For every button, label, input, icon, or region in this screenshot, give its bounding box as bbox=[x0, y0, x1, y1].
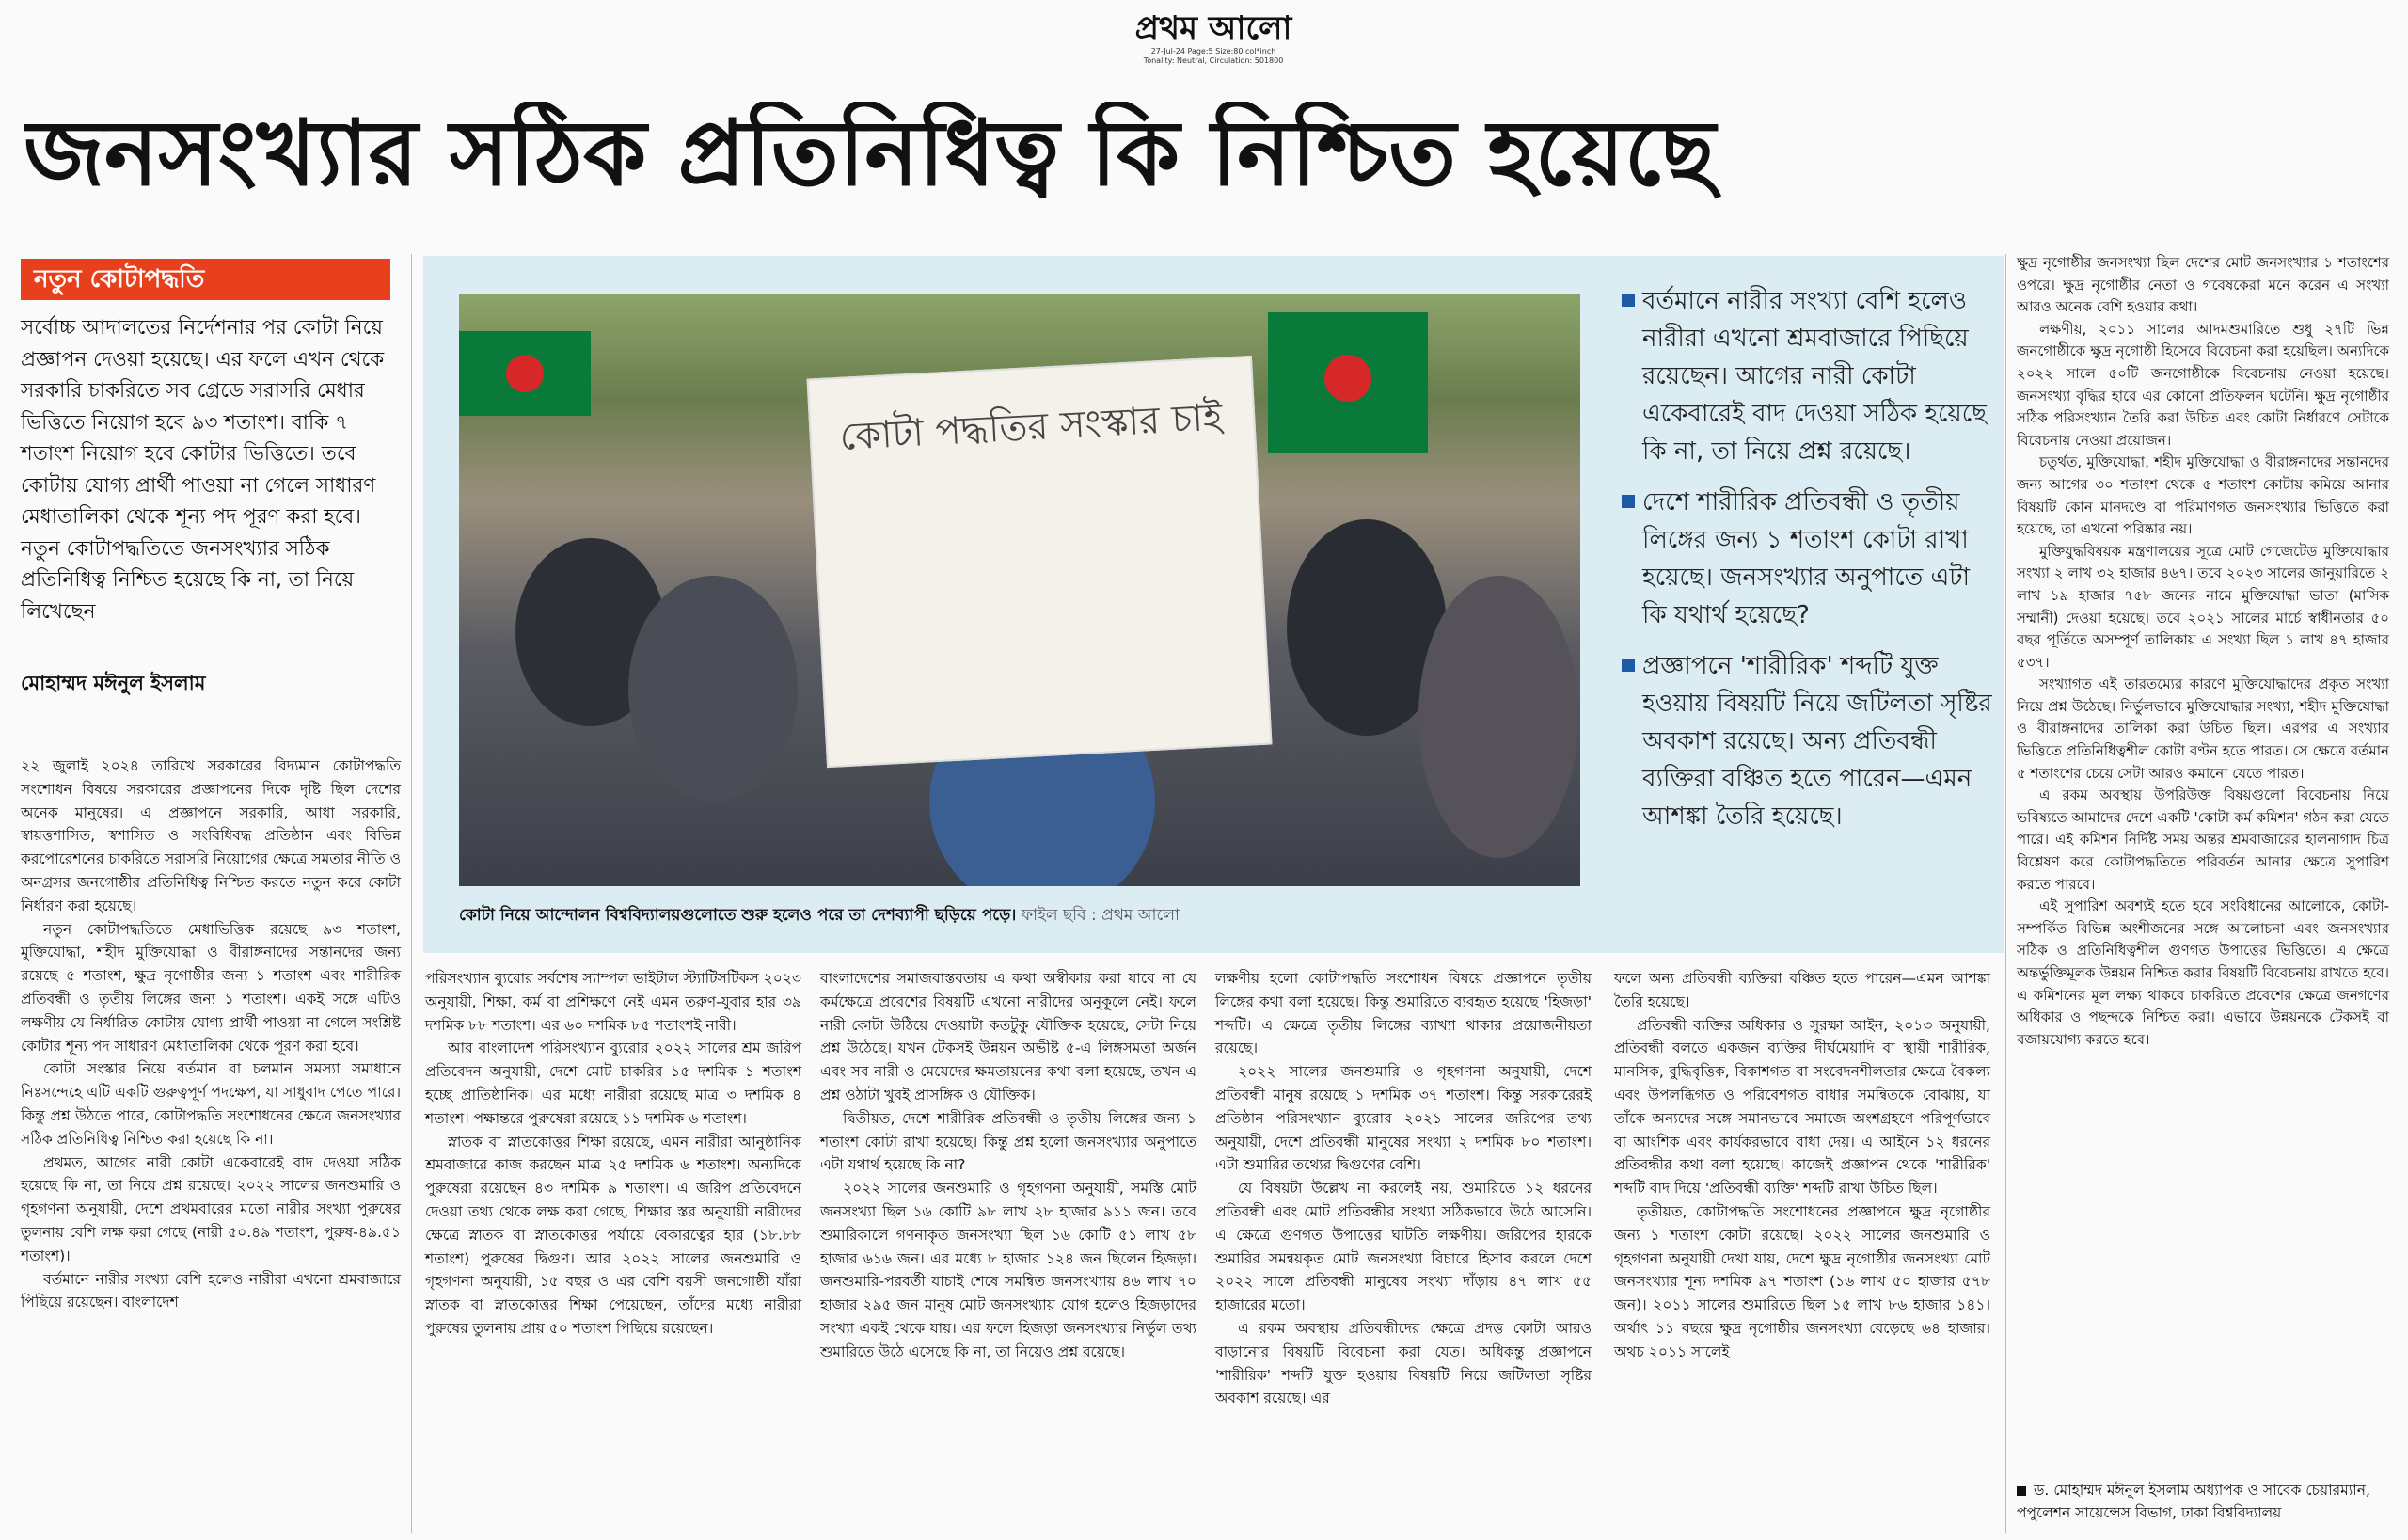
paragraph: যে বিষয়টা উল্লেখ না করলেই নয়, শুমারিতে ১২ ধরনের প্রতিবন্ধী এবং মোট প্রতিবন্ধীর সংখ্যা সঠিকভাবে উঠে আসেনি। এ ক্ষেত্রে গুণগত উপাত্তের ঘাটতি লক্ষণীয়। জরিপের হারকে শুমারির সমন্বয়কৃত মোট জনসংখ্যা বিচারে হিসাব করলে দেশে ২০২২ সালে প্রতিবন্ধী মানুষের সংখ্যা দাঁড়ায় ৪৭ লাখ ৫৫ হাজারের মতো। bbox=[1215, 1180, 1592, 1314]
paragraph: বর্তমানে নারীর সংখ্যা বেশি হলেও নারীরা এখনো শ্রমবাজারে পিছিয়ে রয়েছেন। বাংলাদেশ bbox=[21, 1270, 401, 1311]
square-bullet-icon bbox=[1622, 659, 1635, 672]
column-divider bbox=[2005, 254, 2006, 1533]
paragraph: বাংলাদেশের সমাজবাস্তবতায় এ কথা অস্বীকার করা যাবে না যে কর্মক্ষেত্রে প্রবেশের বিষয়টি এখনো নারীদের অনুকূলে নেই। ফলে নারী কোটা উঠিয়ে দেওয়াটা কতটুকু যৌক্তিক হয়েছে, সেটা নিয়ে প্রশ্ন উঠেছে। যখন টেকসই উন্নয়ন অভীষ্ট ৫-এ লিঙ্গসমতা অর্জন এবং সব নারী ও মেয়েদের ক্ষমতায়নের কথা বলা হয়েছে, তখন এ প্রশ্ন ওঠাটা খুবই প্রাসঙ্গিক ও যৌক্তিক। bbox=[820, 970, 1196, 1103]
body-column-2 bbox=[425, 967, 801, 1341]
column-divider bbox=[411, 254, 412, 1533]
paragraph: স্নাতক বা স্নাতকোত্তর শিক্ষা রয়েছে, এমন নারীরা আনুষ্ঠানিক শ্রমবাজারে কাজ করছেন মাত্র ২৫ দশমিক ৬ শতাংশ। অন্যদিকে পুরুষেরা রয়েছেন ৪৩ দশমিক ৯ শতাংশ। এ জরিপ প্রতিবেদনে দেওয়া তথ্য থেকে লক্ষ করা গেছে, শিক্ষার স্তর অনুযায়ী নারীদের ক্ষেত্রে স্নাতক বা স্নাতকোত্তর পর্যায়ে বেকারত্বের হার (১৮.৮৮ শতাংশ) পুরুষের দ্বিগুণ। আর ২০২২ সালের জনশুমারি ও গৃহগণনা অনুযায়ী, ১৫ বছর ও এর বেশি বয়সী জনগোষ্ঠী যাঁরা স্নাতক বা স্নাতকোত্তর শিক্ষা পেয়েছেন, তাঁদের মধ্যে নারীরা পুরুষের তুলনায় প্রায় ৫০ শতাংশ পিছিয়ে রয়েছেন। bbox=[425, 1133, 801, 1337]
paragraph: এ রকম অবস্থায় প্রতিবন্ধীদের ক্ষেত্রে প্রদত্ত কোটা আরও বাড়ানোর বিষয়টি বিবেচনা করা যেত। অধিকন্তু প্রজ্ঞাপনে 'শারীরিক' শব্দটি যুক্ত হওয়ায় বিষয়টি নিয়ে জটিলতা সৃষ্টির অবকাশ রয়েছে। এর bbox=[1215, 1319, 1592, 1407]
caption-text: কোটা নিয়ে আন্দোলন বিশ্ববিদ্যালয়গুলোতে শুরু হলেও পরে তা দেশব্যাপী ছড়িয়ে পড়ে। bbox=[459, 906, 1017, 925]
body-column-1 bbox=[21, 754, 401, 1314]
paragraph: পরিসংখ্যান ব্যুরোর সর্বশেষ স্যাম্পল ভাইটাল স্ট্যাটিসটিকস ২০২৩ অনুযায়ী, শিক্ষা, কর্ম বা প্রশিক্ষণে নেই এমন তরুণ-যুবার হার ৩৯ দশমিক ৮৮ শতাংশ। এর ৬০ দশমিক ৮৫ শতাংশই নারী। bbox=[425, 970, 801, 1034]
paragraph: প্রথমত, আগের নারী কোটা একেবারেই বাদ দেওয়া সঠিক হয়েছে কি না, তা নিয়ে প্রশ্ন রয়েছে। ২০২২ সালের জনশুমারি ও গৃহগণনা অনুযায়ী, দেশে প্রথমবারের মতো নারীর সংখ্যা পুরুষের তুলনায় বেশি লক্ষ করা গেছে (নারী ৫০.৪৯ শতাংশ, পুরুষ-৪৯.৫১ শতাংশ)। bbox=[21, 1153, 401, 1264]
paragraph: ফলে অন্য প্রতিবন্ধী ব্যক্তিরা বঞ্চিত হতে পারেন—এমন আশঙ্কা তৈরি হয়েছে। bbox=[1614, 970, 1990, 1010]
author-note: ড. মোহাম্মদ মঈনুল ইসলাম অধ্যাপক ও সাবেক চেয়ারম্যান, পপুলেশন সায়েন্সেস বিভাগ, ঢাকা বিশ্ববিদ্যালয় bbox=[2017, 1482, 2370, 1521]
square-bullet-icon bbox=[2017, 1486, 2026, 1496]
pull-quotes bbox=[1622, 282, 1994, 849]
square-bullet-icon bbox=[1622, 294, 1635, 307]
paragraph: এই সুপারিশ অবশ্যই হতে হবে সংবিধানের আলোকে, কোটা-সম্পর্কিত বিভিন্ন অংশীজনের সঙ্গে আলোচনা এবং জনসংখ্যার সঠিক ও প্রতিনিধিত্বশীল গুণগত উপাত্তের ভিত্তিতে। এ ক্ষেত্রে অন্তর্ভুক্তিমূলক উন্নয়ন নিশ্চিত করার বিষয়টি বিবেচনায় রাখতে হবে। এ কমিশনের মূল লক্ষ্য থাকবে চাকরিতে প্রবেশের ক্ষেত্রে জনগণের অধিকার ও পছন্দকে নিশ্চিত করা। এভাবে উন্নয়নকে টেকসই বা বজায়যোগ্য করতে হবে। bbox=[2017, 897, 2389, 1048]
square-bullet-icon bbox=[1622, 495, 1635, 508]
protest-photo bbox=[459, 294, 1580, 886]
flag-right bbox=[1268, 312, 1428, 453]
paragraph: লক্ষণীয়, ২০১১ সালের আদমশুমারিতে শুধু ২৭টি ভিন্ন জনগোষ্ঠীকে ক্ষুদ্র নৃগোষ্ঠী হিসেবে বিবেচনা করা হয়েছিল। অন্যদিকে ২০২২ সালে ৫০টি জনগোষ্ঠীকে বিবেচনায় নেওয়া হয়েছে। জনসংখ্যা বৃদ্ধির হারে এর কোনো প্রতিফলন ঘটেনি। ক্ষুদ্র নৃগোষ্ঠীর সঠিক পরিসংখ্যান তৈরি করা উচিত এবং কোটা নির্ধারণে সেটাকে বিবেচনায় নেওয়া প্রয়োজন। bbox=[2017, 320, 2389, 449]
paragraph: সংখ্যাগত এই তারতম্যের কারণে মুক্তিযোদ্ধাদের প্রকৃত সংখ্যা নিয়ে প্রশ্ন উঠেছে। নির্ভুলভাবে মুক্তিযোদ্ধার সংখ্যা, শহীদ মুক্তিযোদ্ধা ও বীরাঙ্গনাদের তালিকা করা উচিত ছিল। এরপর এ সংখ্যার ভিত্তিতে প্রতিনিধিত্বশীল কোটা বণ্টন হতে পারত। সে ক্ষেত্রে বর্তমান ৫ শতাংশের চেয়ে সেটা আরও কমানো যেতে পারত। bbox=[2017, 675, 2389, 782]
photo-credit: ফাইল ছবি : প্রথম আলো bbox=[1021, 906, 1180, 925]
photo-caption bbox=[459, 903, 1580, 928]
section-kicker: নতুন কোটাপদ্ধতি bbox=[21, 259, 390, 300]
paragraph: মুক্তিযুদ্ধবিষয়ক মন্ত্রণালয়ের সূত্রে মোট গেজেটেড মুক্তিযোদ্ধার সংখ্যা ২ লাখ ৩২ হাজার ৪৬৭। তবে ২০২৩ সালের জানুয়ারিতে ২ লাখ ১৯ হাজার ৭৫৮ জনের নামে মুক্তিযোদ্ধা ভাতা (মাসিক সম্মানী) দেওয়া হয়েছে। তবে ২০২১ সালের মার্চে স্বাধীনতার ৫০ বছর পূর্তিতে অসম্পূর্ণ তালিকায় এ সংখ্যা ছিল ১ লাখ ৪৭ হাজার ৫৩৭। bbox=[2017, 542, 2389, 671]
paragraph: ২২ জুলাই ২০২৪ তারিখে সরকারের বিদ্যমান কোটাপদ্ধতি সংশোধন বিষয়ে সরকারের প্রজ্ঞাপনের দিকে দৃষ্টি ছিল দেশের অনেক মানুষের। এ প্রজ্ঞাপনে সরকারি, আধা সরকারি, স্বায়ত্তশাসিত, স্বশাসিত ও সংবিধিবদ্ধ প্রতিষ্ঠান এবং বিভিন্ন করপোরেশনের চাকরিতে সরাসরি নিয়োগের ক্ষেত্রে সমতার নীতি ও অনগ্রসর জনগোষ্ঠীর প্রতিনিধিত্ব নিশ্চিত করতে নতুন করে কোটা নির্ধারণ করা হয়েছে। bbox=[21, 757, 401, 914]
pull-quote: প্রজ্ঞাপনে 'শারীরিক' শব্দটি যুক্ত হওয়ায় বিষয়টি নিয়ে জটিলতা সৃষ্টির অবকাশ রয়েছে। অন্য প্রতিবন্ধী ব্যক্তিরা বঞ্চিত হতে পারেন—এমন আশঙ্কা তৈরি হয়েছে। bbox=[1622, 647, 1994, 835]
paragraph: এ রকম অবস্থায় উপরিউক্ত বিষয়গুলো বিবেচনায় নিয়ে ভবিষ্যতে আমাদের দেশে একটি 'কোটা কর্ম কমিশন' গঠন করা যেতে পারে। এই কমিশন নির্দিষ্ট সময় অন্তর শ্রমবাজারের হালনাগাদ চিত্র বিশ্লেষণ করে কোটাপদ্ধতিতে পরিবর্তন আনার ক্ষেত্রে সুপারিশ করতে পারবে। bbox=[2017, 786, 2389, 893]
placard-text: কোটা পদ্ধতির সংস্কার চাই bbox=[838, 395, 1224, 459]
newspaper-logo: প্রথম আলো bbox=[1134, 9, 1292, 47]
paragraph: ক্ষুদ্র নৃগোষ্ঠীর জনসংখ্যা ছিল দেশের মোট জনসংখ্যার ১ শতাংশের ওপরে। ক্ষুদ্র নৃগোষ্ঠীর নেতা ও গবেষকেরা মনে করেন এ সংখ্যা আরও অনেক বেশি হওয়ার কথা। bbox=[2017, 254, 2389, 316]
paragraph: তৃতীয়ত, কোটাপদ্ধতি সংশোধনের প্রজ্ঞাপনে ক্ষুদ্র নৃগোষ্ঠীর জন্য ১ শতাংশ কোটা রয়েছে। ২০২২ সালের জনশুমারি ও গৃহগণনা অনুযায়ী দেখা যায়, দেশে ক্ষুদ্র নৃগোষ্ঠীর জনসংখ্যা মোট জনসংখ্যার শূন্য দশমিক ৯৭ শতাংশ (১৬ লাখ ৫০ হাজার ৫৭৮ জন)। ২০১১ সালের শুমারিতে ছিল ১৫ লাখ ৮৬ হাজার ১৪১। অর্থাৎ ১১ বছরে ক্ষুদ্র নৃগোষ্ঠীর জনসংখ্যা বেড়েছে ৬৪ হাজার। অথচ ২০১১ সালেই bbox=[1614, 1202, 1990, 1360]
body-column-4 bbox=[1215, 967, 1592, 1410]
paragraph: কোটা সংস্কার নিয়ে বর্তমান বা চলমান সমস্যা সমাধানে নিঃসন্দেহে এটি একটি গুরুত্বপূর্ণ পদক্ষেপ, যা সাধুবাদ পেতে পারে। কিন্তু প্রশ্ন উঠতে পারে, কোটাপদ্ধতি সংশোধনের ক্ষেত্রে জনসংখ্যার সঠিক প্রতিনিধিত্ব নিশ্চিত করা হয়েছে কি না। bbox=[21, 1060, 401, 1148]
masthead bbox=[1119, 9, 1307, 66]
body-column-5 bbox=[1614, 967, 1990, 1364]
paragraph: ২০২২ সালের জনশুমারি ও গৃহগণনা অনুযায়ী, দেশে প্রতিবন্ধী মানুষ রয়েছে ১ দশমিক ৩৭ শতাংশ। কিন্তু সরকারেরই প্রতিষ্ঠান পরিসংখ্যান ব্যুরোর ২০২১ সালের জরিপের তথ্য অনুযায়ী, দেশে প্রতিবন্ধী মানুষের সংখ্যা ২ দশমিক ৮০ শতাংশ। এটা শুমারির তথ্যের দ্বিগুণের বেশি। bbox=[1215, 1063, 1592, 1174]
article-intro: সর্বোচ্চ আদালতের নির্দেশনার পর কোটা নিয়ে প্রজ্ঞাপন দেওয়া হয়েছে। এর ফলে এখন থেকে সরকারি চাকরিতে সব গ্রেডে সরাসরি মেধার ভিত্তিতে নিয়োগ হবে ৯৩ শতাংশ। বাকি ৭ শতাংশ নিয়োগ হবে কোটার ভিত্তিতে। তবে কোটায় যোগ্য প্রার্থী পাওয়া না গেলে সাধারণ মেধাতালিকা থেকে শূন্য পদ পূরণ করা হবে। নতুন কোটাপদ্ধতিতে জনসংখ্যার সঠিক প্রতিনিধিত্ব নিশ্চিত হয়েছে কি না, তা নিয়ে লিখেছেন bbox=[21, 316, 385, 624]
paragraph: আর বাংলাদেশ পরিসংখ্যান ব্যুরোর ২০২২ সালের শ্রম জরিপ প্রতিবেদন অনুযায়ী, দেশে মোট চাকরির ১৫ দশমিক ১ শতাংশ হচ্ছে প্রাতিষ্ঠানিক। এর মধ্যে নারীরা রয়েছে মাত্র ৩ দশমিক ৪ শতাংশ। পক্ষান্তরে পুরুষেরা রয়েছে ১১ দশমিক ৬ শতাংশ। bbox=[425, 1040, 801, 1127]
body-column-3 bbox=[820, 967, 1196, 1364]
flag-left bbox=[459, 331, 591, 416]
body-column-6 bbox=[2017, 252, 2389, 1051]
protest-placard bbox=[806, 356, 1272, 768]
paragraph: দ্বিতীয়ত, দেশে শারীরিক প্রতিবন্ধী ও তৃতীয় লিঙ্গের জন্য ১ শতাংশ কোটা রাখা হয়েছে। কিন্তু প্রশ্ন হলো জনসংখ্যার অনুপাতে এটা যথার্থ হয়েছে কি না? bbox=[820, 1109, 1196, 1174]
article-headline: জনসংখ্যার সঠিক প্রতিনিধিত্ব কি নিশ্চিত হয়েছে bbox=[24, 102, 1716, 205]
paragraph: লক্ষণীয় হলো কোটাপদ্ধতি সংশোধন বিষয়ে প্রজ্ঞাপনে তৃতীয় লিঙ্গের কথা বলা হয়েছে। কিন্তু শুমারিতে ব্যবহৃত হয়েছে 'হিজড়া' শব্দটি। এ ক্ষেত্রে তৃতীয় লিঙ্গের ব্যাখ্যা থাকার প্রয়োজনীয়তা রয়েছে। bbox=[1215, 970, 1592, 1057]
clip-meta-line2: Tonality: Neutral, Circulation: 501800 bbox=[1143, 56, 1284, 65]
paragraph: চতুর্থত, মুক্তিযোদ্ধা, শহীদ মুক্তিযোদ্ধা ও বীরাঙ্গনাদের সন্তানদের জন্য আগের ৩০ শতাংশ থেকে ৫ শতাংশ কোটায় কমিয়ে আনার বিষয়টি কোন মানদণ্ডে বা পরিমাণগত জনসংখ্যার ভিত্তিতে করা হয়েছে, তা এখনো পরিষ্কার নয়। bbox=[2017, 453, 2389, 538]
clip-meta-line1: 27-Jul-24 Page:5 Size:80 col*inch bbox=[1150, 47, 1276, 56]
pull-quote: দেশে শারীরিক প্রতিবন্ধী ও তৃতীয় লিঙ্গের জন্য ১ শতাংশ কোটা রাখা হয়েছে। জনসংখ্যার অনুপাতে এটা কি যথার্থ হয়েছে? bbox=[1622, 484, 1994, 634]
paragraph: নতুন কোটাপদ্ধতিতে মেধাভিত্তিক রয়েছে ৯৩ শতাংশ, মুক্তিযোদ্ধা, শহীদ মুক্তিযোদ্ধা ও বীরাঙ্গনাদের সন্তানদের জন্য রয়েছে ৫ শতাংশ, ক্ষুদ্র নৃগোষ্ঠীর জন্য ১ শতাংশ এবং শারীরিক প্রতিবন্ধী ও তৃতীয় লিঙ্গের জন্য ১ শতাংশ। একই সঙ্গে এটিও লক্ষণীয় যে নির্ধারিত কোটায় যোগ্য প্রার্থী পাওয়া না গেলে সংশ্লিষ্ট কোটার শূন্য পদ সাধারণ মেধাতালিকা থেকে পূরণ করা হবে। bbox=[21, 920, 401, 1055]
paragraph: ২০২২ সালের জনশুমারি ও গৃহগণনা অনুযায়ী, সমস্তি মোট জনসংখ্যা ছিল ১৬ কোটি ৯৮ লাখ ২৮ হাজার ৯১১ জন। তবে শুমারিকালে গণনাকৃত জনসংখ্যা ছিল ১৬ কোটি ৫১ লাখ ৫৮ হাজার ৬১৬ জন। এর মধ্যে ৮ হাজার ১২৪ জন ছিলেন হিজড়া। জনশুমারি-পরবর্তী যাচাই শেষে সমন্বিত জনসংখ্যায় ৪৬ লাখ ৭০ হাজার ২৯৫ জন মানুষ মোট জনসংখ্যায় যোগ হলেও হিজড়াদের সংখ্যা একই থেকে যায়। এর ফলে হিজড়া জনসংখ্যার নির্ভুল তথ্য শুমারিতে উঠে এসেছে কি না, তা নিয়েও প্রশ্ন রয়েছে। bbox=[820, 1180, 1196, 1360]
author-byline: মোহাম্মদ মঈনুল ইসলাম bbox=[21, 672, 206, 694]
pull-quote: বর্তমানে নারীর সংখ্যা বেশি হলেও নারীরা এখনো শ্রমবাজারে পিছিয়ে রয়েছেন। আগের নারী কোটা একেবারেই বাদ দেওয়া সঠিক হয়েছে কি না, তা নিয়ে প্রশ্ন রয়েছে। bbox=[1622, 282, 1994, 470]
paragraph: প্রতিবন্ধী ব্যক্তির অধিকার ও সুরক্ষা আইন, ২০১৩ অনুযায়ী, প্রতিবন্ধী বলতে একজন ব্যক্তির দীর্ঘমেয়াদি বা স্থায়ী শারীরিক, মানসিক, বুদ্ধিবৃত্তিক, বিকাশগত বা সংবেদনশীলতার ক্ষেত্রে বৈকল্য এবং উপলব্ধিগত ও পরিবেশগত বাধার সমন্বিতকে বোঝায়, যা তাঁকে অন্যদের সঙ্গে সমানভাবে সমাজে অংশগ্রহণে পরিপূর্ণভাবে বা আংশিক এবং কার্যকরভাবে বাধা দেয়। এ আইনে ১২ ধরনের প্রতিবন্ধীর কথা বলা হয়েছে। কাজেই প্রজ্ঞাপন থেকে 'শারীরিক' শব্দটি বাদ দিয়ে 'প্রতিবন্ধী ব্যক্তি' শব্দটি রাখা উচিত ছিল। bbox=[1614, 1016, 1990, 1198]
